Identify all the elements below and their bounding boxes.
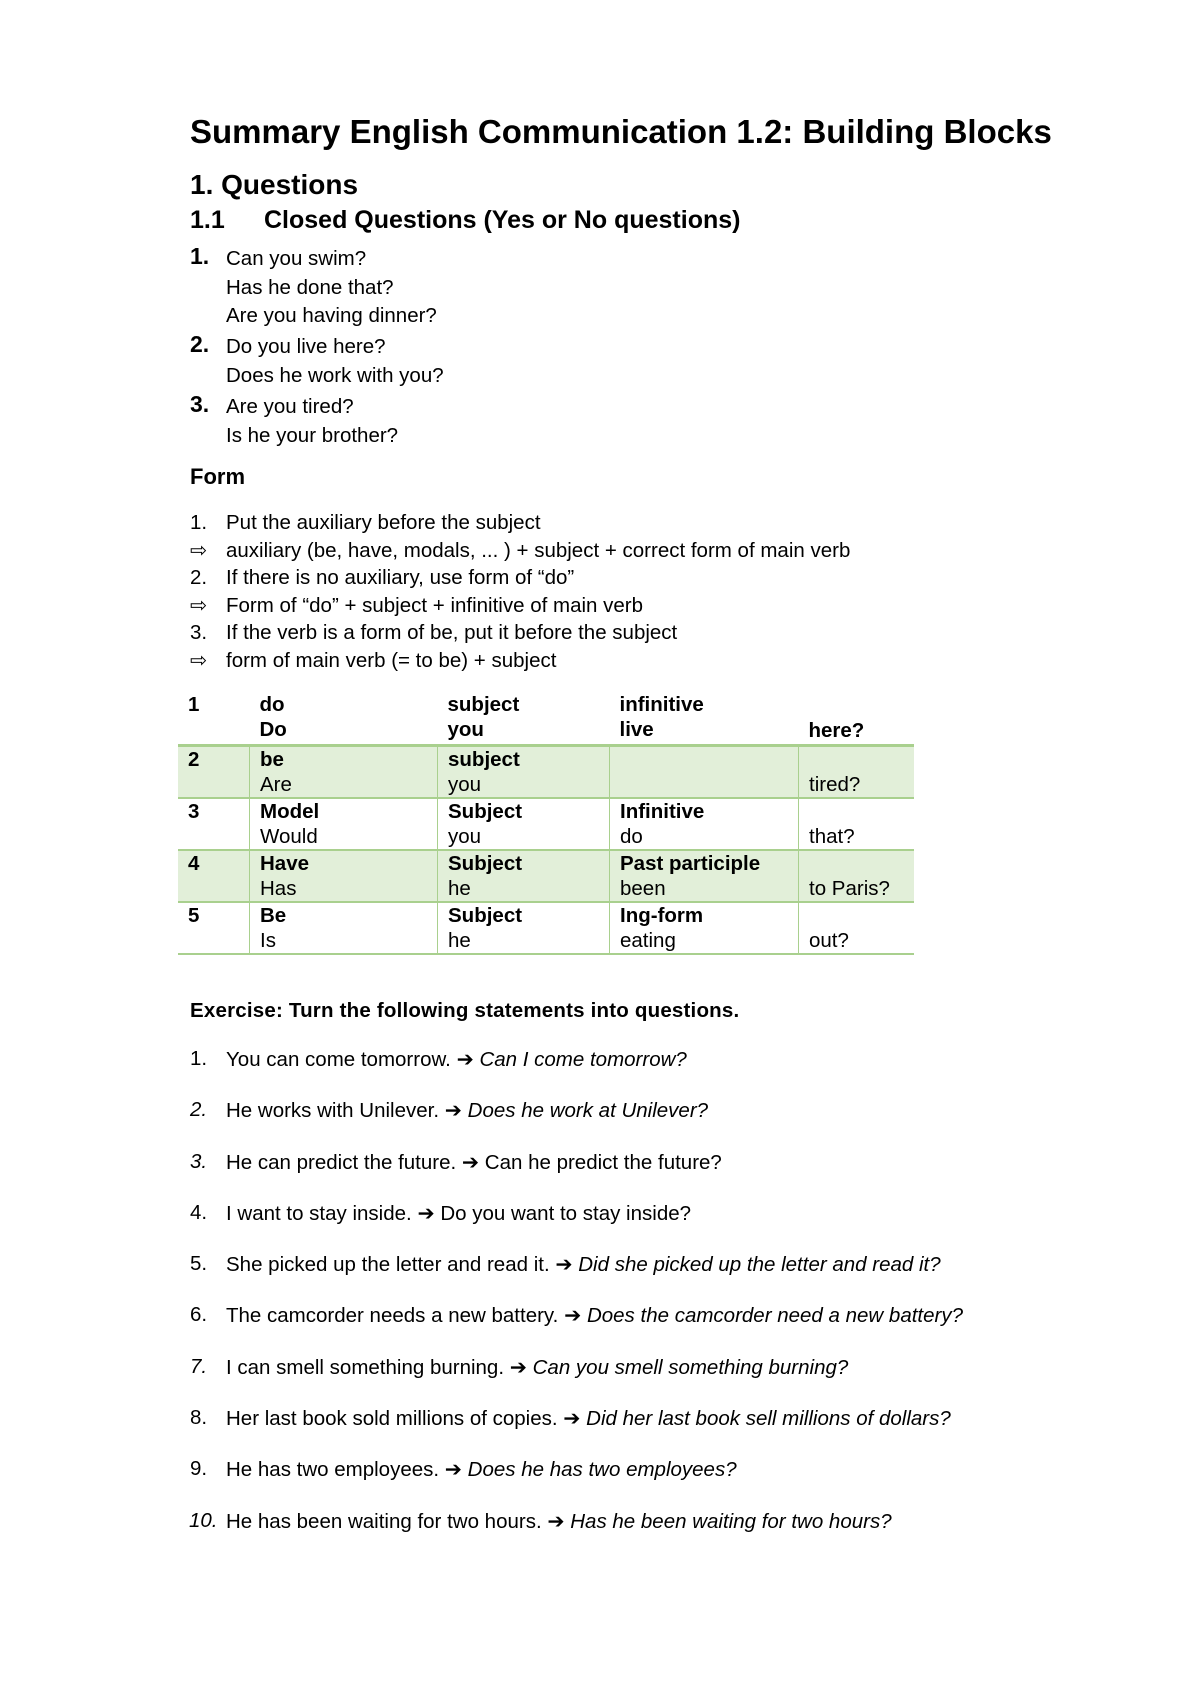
cell-label: Ing-form [620,904,704,927]
cell-label: Have [260,852,310,875]
cell-example: you [448,773,482,796]
answer-text: Does he work at Unilever? [467,1099,709,1123]
answer-text: Can I come tomorrow? [479,1048,687,1071]
cell-example: Would [260,825,318,848]
rule-marker: 2. [190,566,208,589]
arrow-icon: ➔ [417,1201,435,1225]
answer-text: Did she picked up the letter and read it? [578,1253,941,1277]
example-group-number: 2. [190,331,210,357]
rule-text: Put the auxiliary before the subject [226,511,541,534]
rule-text: auxiliary (be, have, modals, ... ) + subject + correct form of main verb [226,538,851,562]
item-number: 1. [190,1047,208,1070]
subsection-heading [190,206,740,235]
rule-text: Form of “do” + subject + infinitive of main verb [226,593,644,617]
answer-text: Can you smell something burning? [532,1355,849,1379]
arrow-icon: ⇨ [190,648,208,672]
arrow-icon: ➔ [456,1048,474,1071]
rule-marker: 1. [190,511,208,534]
item-number: 6. [190,1303,208,1327]
table-cell [250,746,438,799]
cell-label: subject [448,748,520,771]
cell-example: Has [260,877,297,900]
table-row [178,902,914,954]
table-cell-end: here? [808,719,865,742]
cell-example: you [448,825,482,848]
example-group-number: 3. [190,391,210,417]
item-number: 7. [190,1354,208,1378]
cell-label: Past participle [620,852,761,875]
answer-text: Does he has two employees? [467,1458,737,1482]
table-cell [610,798,799,850]
document-title: Summary English Communication 1.2: Building Blocks [190,113,1052,150]
answer-text: Can he predict the future? [484,1150,722,1174]
table-cell-number: 4 [178,850,250,902]
rule-text: If there is no auxiliary, use form of “do” [226,566,575,589]
item-number: 10. [189,1508,218,1532]
table-cell [610,850,799,902]
statement-text: He has two employees. [226,1458,440,1482]
statement-text: The camcorder needs a new battery. [226,1304,559,1328]
answer-text: Does the camcorder need a new battery? [586,1304,963,1328]
item-number: 8. [190,1406,208,1430]
answer-text: Do you want to stay inside? [440,1201,692,1225]
question-form-table [178,692,914,955]
cell-label: do [259,693,285,716]
cell-label: Infinitive [620,800,705,823]
example-line: Is he your brother? [226,423,399,447]
table-cell [610,902,799,954]
statement-text: She picked up the letter and read it. [226,1253,550,1277]
subsection-number: 1.1 [190,206,225,234]
cell-example: eating [620,929,676,952]
arrow-icon: ➔ [444,1099,462,1123]
item-number: 3. [190,1149,208,1173]
rule-text: If the verb is a form of be, put it before the subject [226,621,678,644]
table-cell [610,746,799,799]
table-cell-end: to Paris? [799,850,915,902]
cell-label: subject [447,693,520,716]
statement-text: He has been waiting for two hours. [226,1509,542,1533]
table-cell-number: 2 [178,746,250,799]
table-cell [250,798,438,850]
cell-label: Model [260,800,320,823]
form-heading: Form [190,464,245,489]
example-line: Can you swim? [226,247,367,270]
statement-text: You can come tomorrow. [226,1048,451,1071]
table-row [178,798,914,850]
example-group-number: 1. [190,243,210,269]
example-line: Are you having dinner? [226,304,437,327]
section-number: 1. [190,169,214,200]
statement-text: I want to stay inside. [226,1201,418,1225]
table-cell [250,850,438,902]
example-line: Do you live here? [226,335,386,358]
cell-example: been [620,877,666,900]
cell-example: Do [259,718,287,741]
example-line: Does he work with you? [226,363,444,387]
section-label: Questions [221,169,359,200]
rule-marker: 3. [190,621,208,644]
arrow-icon: ➔ [563,1407,581,1431]
cell-label: Be [260,904,287,927]
cell-example: you [447,718,484,741]
item-number: 9. [190,1457,208,1481]
cell-label: Subject [448,852,523,875]
table-cell [438,850,610,902]
table-cell-end: that? [799,798,915,850]
arrow-icon: ➔ [564,1304,582,1328]
arrow-icon: ➔ [547,1509,565,1533]
cell-example: he [448,877,471,900]
arrow-icon: ➔ [461,1150,480,1174]
table-cell [250,692,438,746]
table-cell [610,692,799,746]
cell-example: live [619,718,654,741]
example-line: Are you tired? [226,395,354,418]
item-number: 5. [190,1252,208,1276]
cell-example: he [448,929,471,952]
cell-label: Subject [448,800,523,823]
answer-text: Has he been waiting for two hours? [570,1509,892,1533]
table-row [178,850,914,902]
table-cell-number: 5 [178,902,250,954]
statement-text: He works with Unilever. [226,1099,440,1123]
section-heading [190,169,358,201]
item-number: 2. [190,1098,208,1122]
arrow-icon: ⇨ [190,538,208,562]
item-number: 4. [190,1200,208,1224]
table-header-row [178,692,914,746]
statement-text: Her last book sold millions of copies. [226,1407,558,1431]
rule-text: form of main verb (= to be) + subject [226,648,557,672]
statement-text: I can smell something burning. [226,1355,505,1379]
arrow-icon: ⇨ [190,593,208,617]
table-row [178,746,914,799]
cell-example: do [620,825,643,848]
table-cell [438,798,610,850]
arrow-icon: ➔ [509,1355,527,1379]
table-cell [438,692,610,746]
arrow-icon: ➔ [444,1458,462,1482]
cell-label: Subject [448,904,523,927]
table-cell-number: 1 [188,693,200,716]
exercise-title: Exercise: Turn the following statements into questions. [190,999,740,1022]
table-cell-end: tired? [799,746,915,799]
table-cell [438,902,610,954]
example-line: Has he done that? [226,275,394,299]
answer-text: Did her last book sell millions of dollars? [586,1407,951,1431]
statement-text: He can predict the future. [226,1150,457,1174]
subsection-label: Closed Questions (Yes or No questions) [264,206,741,234]
table-cell-number: 3 [178,798,250,850]
arrow-icon: ➔ [555,1253,573,1277]
cell-example: Is [260,929,276,952]
cell-example: Are [260,773,292,796]
table-cell-end: out? [799,902,915,954]
cell-label: infinitive [619,693,704,716]
table-cell [250,902,438,954]
cell-label: be [260,748,284,771]
table-cell [438,746,610,799]
